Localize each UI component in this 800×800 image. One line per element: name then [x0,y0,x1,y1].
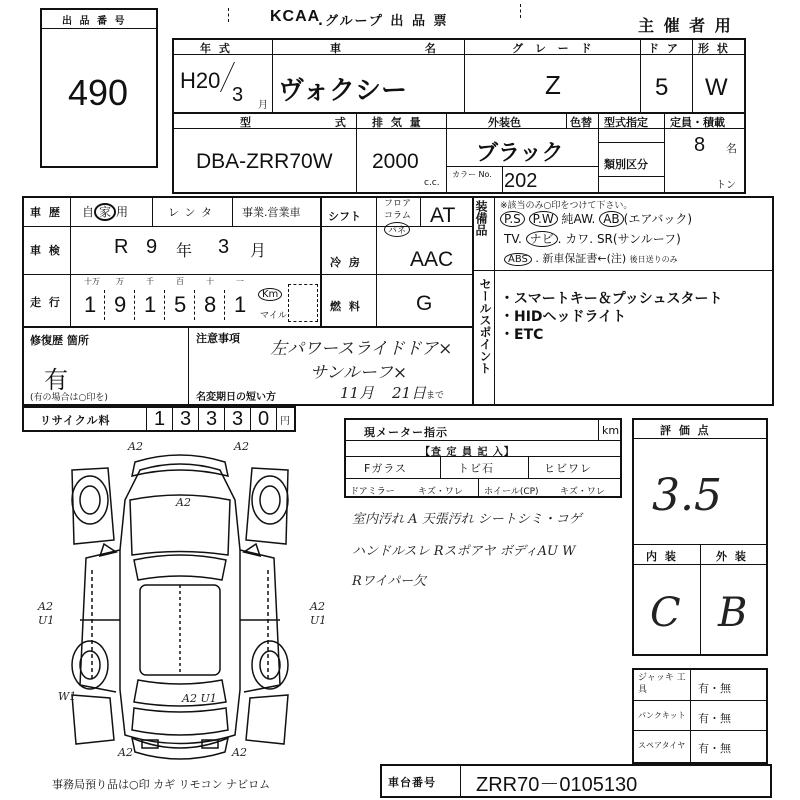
repair-label: 修復歴 箇所 [30,334,89,347]
ton-unit: トン [716,180,736,191]
recycle-digit: 1 [154,408,166,430]
shift-column: コラム [384,211,411,221]
aircon-label: 冷 房 [330,256,362,269]
mileage-unit: 千 [146,277,154,286]
sales-point-item: ・HIDヘッドライト [500,309,627,325]
glass-label: Fガラス [364,462,407,475]
year-label: 年 式 [200,42,232,55]
recycle-digit: 3 [206,408,218,430]
fuel-value: G [416,292,433,315]
tool-label: パンクキット [638,711,686,720]
damage-mark: A2 [232,746,247,759]
inspector-note: 室内汚れ A 天張汚れ シートシミ・コゲ [352,512,582,527]
color-value: ブラック [476,141,564,166]
grade-label: グ レ ー ド [512,42,596,55]
year-month: 3 [232,84,244,106]
mileage-unit: 万 [116,277,124,286]
history-rental: レ ン タ [168,206,213,219]
equipment-line-2: TV. ナビ . カワ. SR(サンルーフ) [504,232,681,246]
mileage-unit: 一 [236,277,244,286]
history-label: 車 歴 [30,206,62,219]
mileage-digit: 9 [114,292,127,317]
mirror-options: キズ・ワレ [418,487,463,497]
tool-value: 有・無 [698,712,731,725]
displacement-label: 排 気 量 [372,116,423,129]
organizer-label: 主 催 者 用 [638,16,733,35]
sales-points-side-label: セールスポイント [478,278,492,374]
damage-mark: A2 [176,496,191,509]
class-label: 類別区分 [604,158,648,171]
deposit-items: 事務局預り品は○印 カギ リモコン ナビロム [52,778,271,791]
mileage-unit: 十 [206,277,214,286]
mileage-digit: 1 [84,292,97,317]
equipment-line-1: P.S P.W 純AW. AB (エアバック) [500,210,692,227]
shift-panel: パネ [384,222,410,237]
color-no-label: カラー No. [452,170,492,179]
history-business: 事業.営業車 [242,206,301,219]
meter-unit: km [602,424,620,437]
notes-label: 注意事項 [196,332,240,345]
displacement-value: 2000 [372,150,419,173]
expiry-label: 名変期日の短い方 [196,392,276,403]
damage-mark: A2 U1 [182,692,217,705]
car-damage-diagram [30,440,330,770]
expiry-suffix: まで [426,391,445,401]
overall-grade: 3.5 [652,470,722,521]
grades-label: 評 価 点 [660,424,711,437]
month-unit: 月 [258,100,268,111]
mileage-km: Km [258,288,282,301]
type-value: DBA-ZRR70W [196,150,333,173]
tool-label: スペアタイヤ [638,741,686,750]
form-title: .グループ 出 品 票 [318,14,449,29]
capacity-unit: 名 [726,142,737,155]
interior-label: 内 装 [646,550,678,563]
repair-value: 有 [44,366,68,394]
recycle-label: リサイクル料 [40,414,111,427]
tool-label: ジャッキ 工具 [638,673,686,695]
mileage-mile: マイル [260,311,287,321]
inspector-note: Rワイパー欠 [352,574,427,589]
color-label: 外装色 [488,116,521,129]
equipment-side-label: 装備品 [474,200,488,236]
shift-label: シフト [328,210,361,223]
inspector-label: 【査 定 員 記 入】 [420,447,515,458]
meter-label: 現メーター指示 [364,426,448,439]
wheel-label: ホイール(CP) [484,487,539,497]
inspection-era: R [114,236,129,258]
color-no-value: 202 [504,170,538,192]
damage-mark: A2 [234,440,249,453]
capacity-value: 8 [694,134,706,156]
damage-mark: A2 U1 [310,600,327,627]
tool-value: 有・無 [698,742,731,755]
sales-point-item: ・スマートキー＆プッシュスタート [500,291,723,307]
model-label: 車 名 [330,42,476,55]
wheel-options: キズ・ワレ [560,487,605,497]
mileage-digit: 5 [174,292,187,317]
recycle-digit: 3 [180,408,192,430]
inspection-label: 車 検 [30,244,62,257]
lot-number-label: 出 品 番 号 [62,16,127,27]
damage-mark: W1 [58,690,77,703]
fuel-label: 燃 料 [330,300,362,313]
inspection-month-unit: 月 [250,243,267,260]
repair-note: (有の場合は○印を) [30,393,108,403]
capacity-label: 定員・積載 [670,116,725,129]
damage-mark: A2 [128,440,143,453]
tool-value: 有・無 [698,682,731,695]
shape-label: 形 状 [698,42,730,55]
aircon-value: AAC [410,248,454,271]
grade-value: Z [545,70,561,100]
interior-grade: C [650,590,681,636]
mileage-digit: 1 [234,292,247,317]
inspection-year: 9 [146,236,158,258]
chassis-number: ZRR70－0105130 [476,774,638,796]
year-era: H20 [180,68,221,93]
crack-label: ヒビワレ [544,462,592,475]
sales-point-item: ・ETC [500,327,544,343]
shift-floor: フロア [384,199,412,209]
equipment-line-3: ABS . 新車保証書←(注) 後日送りのみ [504,250,678,266]
notes-line-1: 左パワースライドドア× [270,339,453,359]
brand-logo: KCAA [270,8,321,25]
inspection-year-unit: 年 [176,243,193,260]
expiry-month: 11月 [340,384,375,402]
shape-value: W [705,74,728,101]
doors-value: 5 [655,74,669,101]
mileage-digit: 1 [144,292,157,317]
mirror-label: ドアミラー [350,487,395,497]
type-label: 型 式 [240,116,386,129]
chassis-label: 車台番号 [388,776,436,789]
mileage-unit: 十万 [84,277,100,286]
lot-number: 490 [68,72,129,113]
mileage-label: 走 行 [30,296,62,309]
inspector-note: ハンドルスレ Rスポアヤ ボディAU W [352,544,576,559]
notes-line-2: サンルーフ× [310,363,408,383]
model-name: ヴォクシー [278,76,407,106]
cc-unit: c.c. [424,178,440,188]
chip-label: トビ石 [458,462,494,475]
mileage-unit: 百 [176,277,184,286]
repaint-label: 色替 [570,116,592,129]
inspection-month: 3 [218,236,230,258]
doors-label: ド ア [648,42,680,55]
equipment-note: ※該当のみ○印をつけて下さい。 [500,201,633,211]
mileage-grid [76,276,256,322]
expiry-day: 21日 [392,384,427,402]
recycle-unit: 円 [280,416,290,427]
shift-value: AT [430,204,456,227]
history-private: 自 家 用 [82,205,129,219]
recycle-digit: 3 [232,408,244,430]
exterior-label: 外 装 [716,550,748,563]
damage-mark: A2 [118,746,133,759]
mileage-digit: 8 [204,292,217,317]
recycle-digit: 0 [258,408,270,430]
damage-mark: A2 U1 [38,600,55,627]
designation-label: 型式指定 [604,116,648,129]
exterior-grade: B [718,590,748,636]
